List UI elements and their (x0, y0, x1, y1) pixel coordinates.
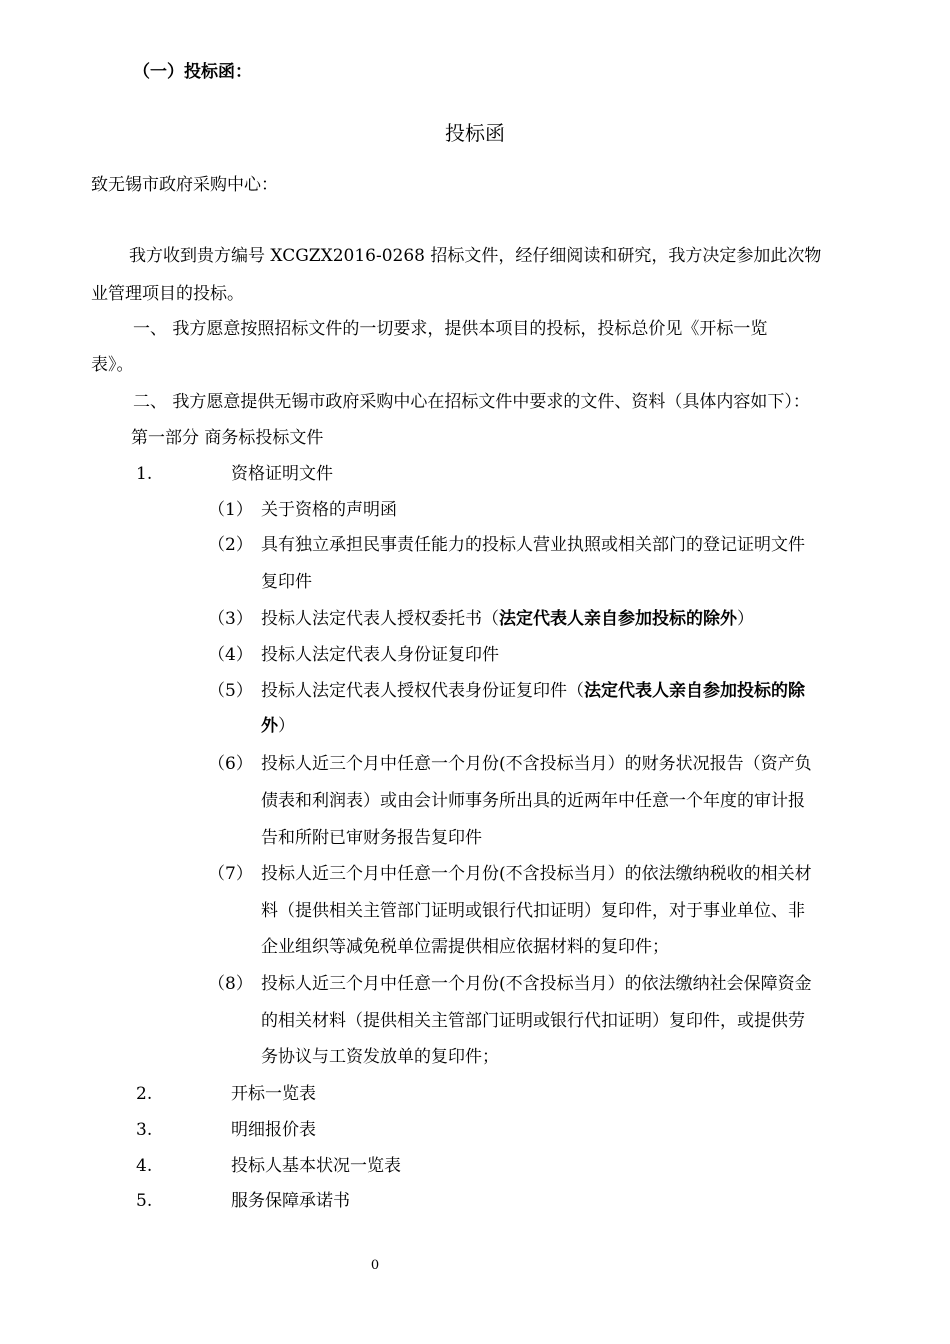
item-number: 2. (136, 1084, 153, 1104)
subitem-text: 投标人近三个月中任意一个月份(不含投标当月）的依法缴纳税收的相关材 (261, 864, 812, 884)
intro-line-1: 我方收到贵方编号 XCGZX2016-0268 招标文件，经仔细阅读和研究，我方决定参加此次物 (129, 246, 822, 266)
subitem-emphasis: 法定代表人亲自参加投标的除 (584, 681, 805, 701)
addressee: 致无锡市政府采购中心： (91, 175, 278, 195)
subitem-text: 料（提供相关主管部门证明或银行代扣证明）复印件，对于事业单位、非 (261, 901, 805, 921)
subitem-number: （8） (208, 974, 253, 994)
subitem-plain: 投标人法定代表人授权委托书（ (261, 609, 499, 629)
subitem-close: ） (278, 716, 295, 736)
subitem-text: 告和所附已审财务报告复印件 (261, 828, 482, 848)
subitem-number: （1） (208, 500, 253, 520)
subitem-emphasis: 外 (261, 716, 278, 736)
subitem-text: 投标人法定代表人身份证复印件 (261, 645, 499, 665)
subitem-text: 投标人近三个月中任意一个月份(不含投标当月）的依法缴纳社会保障资金 (261, 974, 812, 994)
subitem-text (261, 714, 295, 738)
subitem-text (261, 607, 754, 631)
page-number: 0 (370, 1258, 380, 1273)
item-label: 服务保障承诺书 (231, 1191, 350, 1211)
subitem-text: 复印件 (261, 572, 312, 592)
item-label: 投标人基本状况一览表 (231, 1156, 401, 1176)
subitem-plain: 投标人法定代表人授权代表身份证复印件（ (261, 681, 584, 701)
item-label: 开标一览表 (231, 1084, 316, 1104)
item-label: 明细报价表 (231, 1120, 316, 1140)
subitem-number: （7） (208, 864, 253, 884)
subitem-text: 企业组织等减免税单位需提供相应依据材料的复印件； (261, 937, 669, 957)
subitem-text: 的相关材料（提供相关主管部门证明或银行代扣证明）复印件，或提供劳 (261, 1011, 805, 1031)
section-heading: （一）投标函： (133, 62, 252, 82)
subitem-close: ） (737, 609, 754, 629)
subitem-number: （3） (208, 609, 253, 629)
subitem-text: 关于资格的声明函 (261, 500, 397, 520)
subitem-text (261, 679, 805, 703)
subitem-text: 债表和利润表）或由会计师事务所出具的近两年中任意一个年度的审计报 (261, 791, 805, 811)
item-number: 5. (136, 1191, 153, 1211)
part-1-heading: 第一部分 商务标投标文件 (131, 428, 324, 448)
clause-1-line-2: 表》。 (91, 355, 134, 375)
clause-1-line-1: 一、 我方愿意按照招标文件的一切要求，提供本项目的投标，投标总价见《开标一览 (133, 319, 768, 339)
subitem-number: （4） (208, 645, 253, 665)
subitem-text: 具有独立承担民事责任能力的投标人营业执照或相关部门的登记证明文件 (261, 535, 805, 555)
subitem-number: （5） (208, 681, 253, 701)
item-label: 资格证明文件 (231, 464, 333, 484)
item-number: 1. (136, 464, 153, 484)
clause-2: 二、 我方愿意提供无锡市政府采购中心在招标文件中要求的文件、资料（具体内容如下）： (133, 392, 810, 412)
subitem-emphasis: 法定代表人亲自参加投标的除外 (499, 609, 737, 629)
intro-line-2: 业管理项目的投标。 (91, 284, 244, 304)
document-title: 投标函 (445, 121, 505, 145)
item-number: 3. (136, 1120, 153, 1140)
subitem-number: （2） (208, 535, 253, 555)
subitem-number: （6） (208, 754, 253, 774)
subitem-text: 务协议与工资发放单的复印件； (261, 1047, 499, 1067)
item-number: 4. (136, 1156, 153, 1176)
subitem-text: 投标人近三个月中任意一个月份(不含投标当月）的财务状况报告（资产负 (261, 754, 812, 774)
